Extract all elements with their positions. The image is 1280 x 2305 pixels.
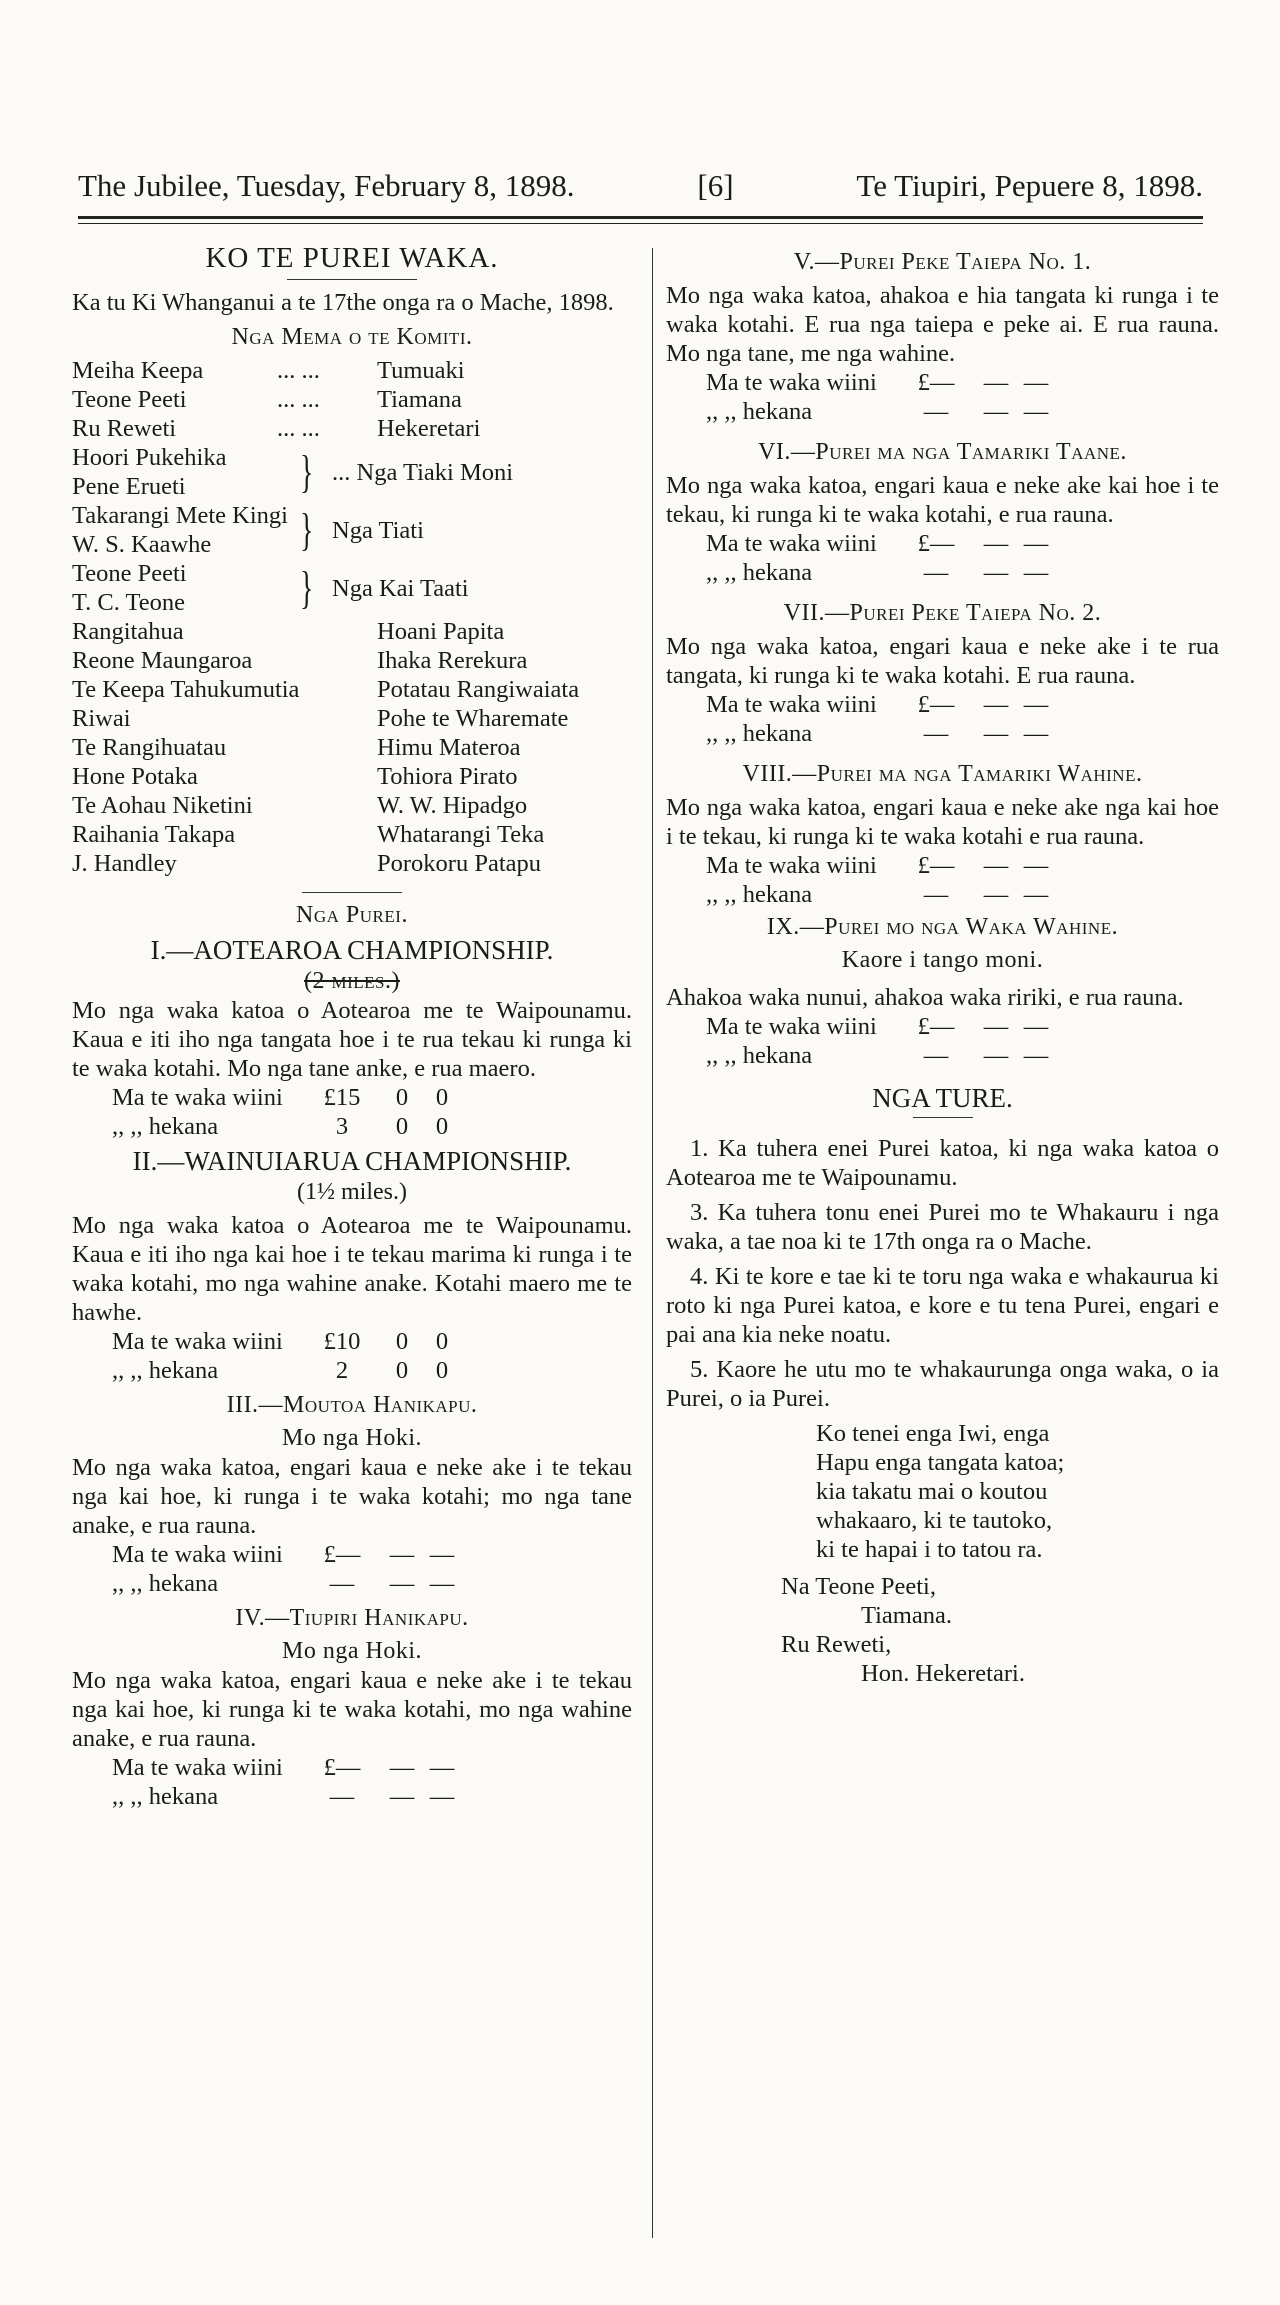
- member-name: Whatarangi Teka: [377, 821, 545, 848]
- officer-dots: ... ...: [277, 386, 320, 413]
- race-3-heading: III.—Moutoa Hanikapu.: [226, 1392, 478, 1418]
- prize-shillings: —: [983, 1042, 1009, 1069]
- prize-pounds: £—: [323, 1754, 361, 1781]
- member-name: Rangitahua: [72, 618, 184, 645]
- member-name: Hoori Pukehika: [72, 444, 227, 471]
- prize-label: ,, ,, hekana: [706, 881, 813, 908]
- rule-item: 4. Ki te kore e tae ki te toru nga waka e whakaurua ki roto ki nga Purei katoa, e kore e tu tena Purei, engari e pai ana kia neke noatu.: [666, 1263, 1219, 1348]
- member-name: Riwai: [72, 705, 131, 732]
- brace-icon: }: [300, 504, 314, 555]
- member-name: Himu Materoa: [377, 734, 521, 761]
- prize-pounds: £—: [917, 852, 955, 879]
- brace-icon: }: [300, 446, 314, 497]
- prize-pence: —: [1023, 559, 1049, 586]
- race-2-heading: II.—WAINUIARUA CHAMPIONSHIP.: [132, 1146, 572, 1176]
- member-name: Porokoru Patapu: [377, 850, 541, 877]
- prize-shillings: —: [983, 720, 1009, 747]
- title-rule: [287, 279, 417, 280]
- closing-verse: [816, 1419, 1219, 1564]
- race-9-text: Ahakoa waka nunui, ahakoa waka ririki, e rua rauna.: [666, 984, 1184, 1011]
- prize-row: [706, 1041, 1219, 1070]
- prize-label: Ma te waka wiini: [112, 1328, 283, 1355]
- prize-label: Ma te waka wiini: [706, 691, 877, 718]
- member-name: Hone Potaka: [72, 763, 198, 790]
- prize-row: [112, 1327, 632, 1356]
- race-3-text: Mo nga waka katoa, engari kaua e neke ake i te tekau nga kai hoe, ki runga i te waka kotahi; mo nga tane anake, e rua rauna.: [72, 1454, 632, 1539]
- race-2-text: Mo nga waka katoa o Aotearoa me te Waipounamu. Kaua e iti iho nga kai hoe i te tekau marima ki runga i te waka kotahi, mo nga wahine anake. Kotahi maero me te hawhe.: [72, 1212, 632, 1326]
- race-9-sub: Kaore i tango moni.: [841, 947, 1044, 973]
- group-treasurers: [72, 443, 632, 501]
- prize-pounds: £—: [917, 1013, 955, 1040]
- prize-label: ,, ,, hekana: [112, 1783, 219, 1810]
- prize-pounds: —: [923, 1042, 949, 1069]
- officer-role: Tumuaki: [377, 357, 465, 384]
- verse-line: Ko tenei enga Iwi, enga: [816, 1420, 1050, 1447]
- officer-role: Tiamana: [377, 386, 462, 413]
- prize-shillings: —: [389, 1541, 415, 1568]
- prize-row: [706, 690, 1219, 719]
- prize-pence: —: [429, 1754, 455, 1781]
- member-name: Tohiora Pirato: [377, 763, 518, 790]
- column-divider: [652, 248, 653, 2238]
- race-1-heading: I.—AOTEAROA CHAMPIONSHIP.: [150, 935, 554, 965]
- prize-label: ,, ,, hekana: [706, 1042, 813, 1069]
- race-5-text: Mo nga waka katoa, ahakoa e hia tangata ki runga i te waka kotahi. E rua nga taiepa e peke ai. E rua rauna. Mo nga tane, me nga wahine.: [666, 282, 1219, 367]
- prize-label: Ma te waka wiini: [112, 1084, 283, 1111]
- member-name: J. Handley: [72, 850, 177, 877]
- prize-label: ,, ,, hekana: [706, 559, 813, 586]
- member-name: Hoani Papita: [377, 618, 505, 645]
- member-name: Raihania Takapa: [72, 821, 236, 848]
- prize-pence: 0: [435, 1113, 449, 1140]
- prize-row: [706, 529, 1219, 558]
- race-5-heading: V.—Purei Peke Taiepa No. 1.: [793, 249, 1092, 275]
- prize-pounds: —: [329, 1783, 355, 1810]
- prize-pounds: —: [923, 720, 949, 747]
- prize-pence: —: [1023, 369, 1049, 396]
- officer-name: Teone Peeti: [72, 386, 187, 413]
- rule-item: 3. Ka tuhera tonu enei Purei mo te Whakauru i nga waka, a tae noa ki te 17th onga ra o Mache.: [666, 1199, 1219, 1255]
- prize-shillings: 0: [395, 1357, 409, 1384]
- group-role: ... Nga Tiaki Moni: [332, 458, 514, 486]
- prize-pounds: £10: [323, 1328, 361, 1355]
- prize-row: [112, 1540, 632, 1569]
- group-role: Nga Tiati: [332, 516, 424, 544]
- officer-role: Hekeretari: [377, 415, 481, 442]
- signature-name: Na Teone Peeti,: [781, 1573, 936, 1600]
- prize-row: [706, 1012, 1219, 1041]
- group-role: Nga Kai Taati: [332, 574, 469, 602]
- prize-pence: —: [1023, 720, 1049, 747]
- verse-line: whakaaro, ki te tautoko,: [816, 1507, 1053, 1534]
- right-column: [666, 240, 1219, 1688]
- rule-item: 1. Ka tuhera enei Purei katoa, ki nga waka katoa o Aotearoa me te Waipounamu.: [666, 1135, 1219, 1191]
- prize-shillings: —: [983, 881, 1009, 908]
- prize-pence: —: [1023, 881, 1049, 908]
- prize-row: [706, 719, 1219, 748]
- intro-text: Ka tu Ki Whanganui a te 17the onga ra o Mache, 1898.: [72, 289, 614, 316]
- prize-shillings: —: [983, 559, 1009, 586]
- header-rule-thin: [78, 223, 1203, 224]
- prize-pounds: —: [923, 559, 949, 586]
- race-6-heading: VI.—Purei ma nga Tamariki Taane.: [758, 439, 1127, 465]
- signature-title: Hon. Hekeretari.: [861, 1660, 1025, 1687]
- member-name: Te Rangihuatau: [72, 734, 227, 761]
- officer-dots: ... ...: [277, 415, 320, 442]
- prize-pounds: 2: [335, 1357, 349, 1384]
- member-name: Takarangi Mete Kingi: [72, 502, 288, 529]
- committee-members: [72, 617, 632, 878]
- header-right: Te Tiupiri, Pepuere 8, 1898.: [856, 168, 1203, 203]
- prize-pence: —: [1023, 691, 1049, 718]
- prize-row: [706, 851, 1219, 880]
- prize-label: Ma te waka wiini: [706, 530, 877, 557]
- prize-label: Ma te waka wiini: [112, 1541, 283, 1568]
- prize-label: Ma te waka wiini: [706, 1013, 877, 1040]
- prize-row: [706, 880, 1219, 909]
- prize-label: ,, ,, hekana: [706, 720, 813, 747]
- verse-line: ki te hapai i to tatou ra.: [816, 1536, 1043, 1563]
- prize-shillings: 0: [395, 1113, 409, 1140]
- race-1-distance: (2 miles.): [304, 968, 400, 994]
- group-starters: [72, 559, 632, 617]
- prize-label: ,, ,, hekana: [706, 398, 813, 425]
- prize-label: ,, ,, hekana: [112, 1357, 219, 1384]
- rule-item: 5. Kaore he utu mo te whakaurunga onga waka, o ia Purei, o ia Purei.: [666, 1356, 1219, 1412]
- prize-row: [112, 1356, 632, 1385]
- prize-label: ,, ,, hekana: [112, 1113, 219, 1140]
- member-name: W. S. Kaawhe: [72, 531, 212, 558]
- member-name: Reone Maungaroa: [72, 647, 253, 674]
- race-4-text: Mo nga waka katoa, engari kaua e neke ake i te tekau nga kai hoe, ki runga ki te waka kotahi, mo nga wahine anake, e rua rauna.: [72, 1667, 632, 1752]
- prize-shillings: 0: [395, 1084, 409, 1111]
- prize-pounds: —: [329, 1570, 355, 1597]
- page-header: [78, 156, 1203, 204]
- prize-row: [706, 368, 1219, 397]
- prize-pence: 0: [435, 1357, 449, 1384]
- race-4-sub: Mo nga Hoki.: [282, 1638, 422, 1664]
- race-3-sub: Mo nga Hoki.: [282, 1425, 422, 1451]
- prize-label: Ma te waka wiini: [706, 852, 877, 879]
- prize-pence: 0: [435, 1084, 449, 1111]
- rules-heading: NGA TURE.: [872, 1083, 1013, 1113]
- prize-pence: —: [1023, 398, 1049, 425]
- signature-name: Ru Reweti,: [781, 1631, 892, 1658]
- prize-pence: —: [1023, 530, 1049, 557]
- prize-shillings: —: [389, 1754, 415, 1781]
- prize-row: [112, 1112, 632, 1141]
- officer-dots: ... ...: [277, 357, 320, 384]
- section-rule: [302, 892, 402, 893]
- prize-shillings: —: [983, 530, 1009, 557]
- member-name: T. C. Teone: [72, 589, 186, 616]
- officers-table: [72, 356, 632, 443]
- prize-pence: —: [429, 1570, 455, 1597]
- prize-shillings: —: [389, 1570, 415, 1597]
- race-2-distance: (1½ miles.): [297, 1179, 407, 1205]
- member-name: Pohe te Wharemate: [377, 705, 569, 732]
- prize-row: [112, 1569, 632, 1598]
- race-4-heading: IV.—Tiupiri Hanikapu.: [235, 1605, 469, 1631]
- prize-row: [112, 1083, 632, 1112]
- prize-pence: —: [1023, 1013, 1049, 1040]
- race-7-heading: VII.—Purei Peke Taiepa No. 2.: [783, 600, 1102, 626]
- race-1-text: Mo nga waka katoa o Aotearoa me te Waipounamu. Kaua e iti iho nga tangata hoe i te rua tekau ki runga ki te waka kotahi. Mo nga tane anke, e rua maero.: [72, 997, 632, 1082]
- race-8-heading: VIII.—Purei ma nga Tamariki Wahine.: [742, 761, 1143, 787]
- left-column: [72, 240, 632, 1811]
- prize-pence: 0: [435, 1328, 449, 1355]
- prize-shillings: —: [389, 1783, 415, 1810]
- race-8-text: Mo nga waka katoa, engari kaua e neke ake nga kai hoe i te tekau, ki runga ki te waka kotahi e rua rauna.: [666, 794, 1219, 850]
- race-9-heading: IX.—Purei mo nga Waka Wahine.: [766, 914, 1119, 940]
- race-7-text: Mo nga waka katoa, engari kaua e neke ake i te rua tangata, ki runga ki te waka kotahi. E rua rauna.: [666, 633, 1219, 689]
- page-title: KO TE PUREI WAKA.: [205, 242, 499, 274]
- officer-row: [72, 385, 632, 414]
- signature-title: Tiamana.: [861, 1602, 952, 1629]
- member-name: Ihaka Rerekura: [377, 647, 528, 674]
- race-6-text: Mo nga waka katoa, engari kaua e neke ake kai hoe i te tekau, ki runga ki te waka kotahi, e rua rauna.: [666, 472, 1219, 528]
- prize-shillings: —: [983, 691, 1009, 718]
- prize-pounds: £—: [917, 369, 955, 396]
- prize-label: Ma te waka wiini: [112, 1754, 283, 1781]
- prize-pounds: 3: [335, 1113, 349, 1140]
- verse-line: Hapu enga tangata katoa;: [816, 1449, 1065, 1476]
- brace-icon: }: [300, 562, 314, 613]
- officer-row: [72, 414, 632, 443]
- prize-pence: —: [1023, 1042, 1049, 1069]
- prize-pence: —: [1023, 852, 1049, 879]
- prize-label: Ma te waka wiini: [706, 369, 877, 396]
- officer-name: Ru Reweti: [72, 415, 177, 442]
- prize-shillings: —: [983, 852, 1009, 879]
- prize-label: ,, ,, hekana: [112, 1570, 219, 1597]
- member-name: Potatau Rangiwaiata: [377, 676, 580, 703]
- prize-row: [706, 558, 1219, 587]
- page-number: [6]: [697, 168, 734, 203]
- member-name: Te Keepa Tahukumutia: [72, 676, 300, 703]
- group-judges: [72, 501, 632, 559]
- prize-shillings: —: [983, 369, 1009, 396]
- committee-heading: Nga Mema o te Komiti.: [231, 324, 473, 350]
- prize-shillings: —: [983, 398, 1009, 425]
- officer-name: Meiha Keepa: [72, 357, 204, 384]
- prize-shillings: 0: [395, 1328, 409, 1355]
- member-name: Pene Erueti: [72, 473, 186, 500]
- member-name: Teone Peeti: [72, 560, 187, 587]
- header-left: The Jubilee, Tuesday, February 8, 1898.: [78, 168, 575, 203]
- prize-row: [112, 1753, 632, 1782]
- officer-row: [72, 356, 632, 385]
- prize-pounds: £—: [917, 691, 955, 718]
- member-name: Te Aohau Niketini: [72, 792, 253, 819]
- prize-pence: —: [429, 1783, 455, 1810]
- verse-line: kia takatu mai o koutou: [816, 1478, 1048, 1505]
- prize-pounds: —: [923, 881, 949, 908]
- races-heading: Nga Purei.: [296, 902, 408, 928]
- member-name: W. W. Hipadgo: [377, 792, 528, 819]
- prize-shillings: —: [983, 1013, 1009, 1040]
- prize-pounds: —: [923, 398, 949, 425]
- prize-pounds: £—: [917, 530, 955, 557]
- prize-row: [112, 1782, 632, 1811]
- header-rule: [78, 216, 1203, 219]
- rules-list: [666, 1134, 1219, 1413]
- prize-pounds: £15: [323, 1084, 361, 1111]
- rules-rule: [913, 1117, 973, 1118]
- prize-pounds: £—: [323, 1541, 361, 1568]
- prize-pence: —: [429, 1541, 455, 1568]
- prize-row: [706, 397, 1219, 426]
